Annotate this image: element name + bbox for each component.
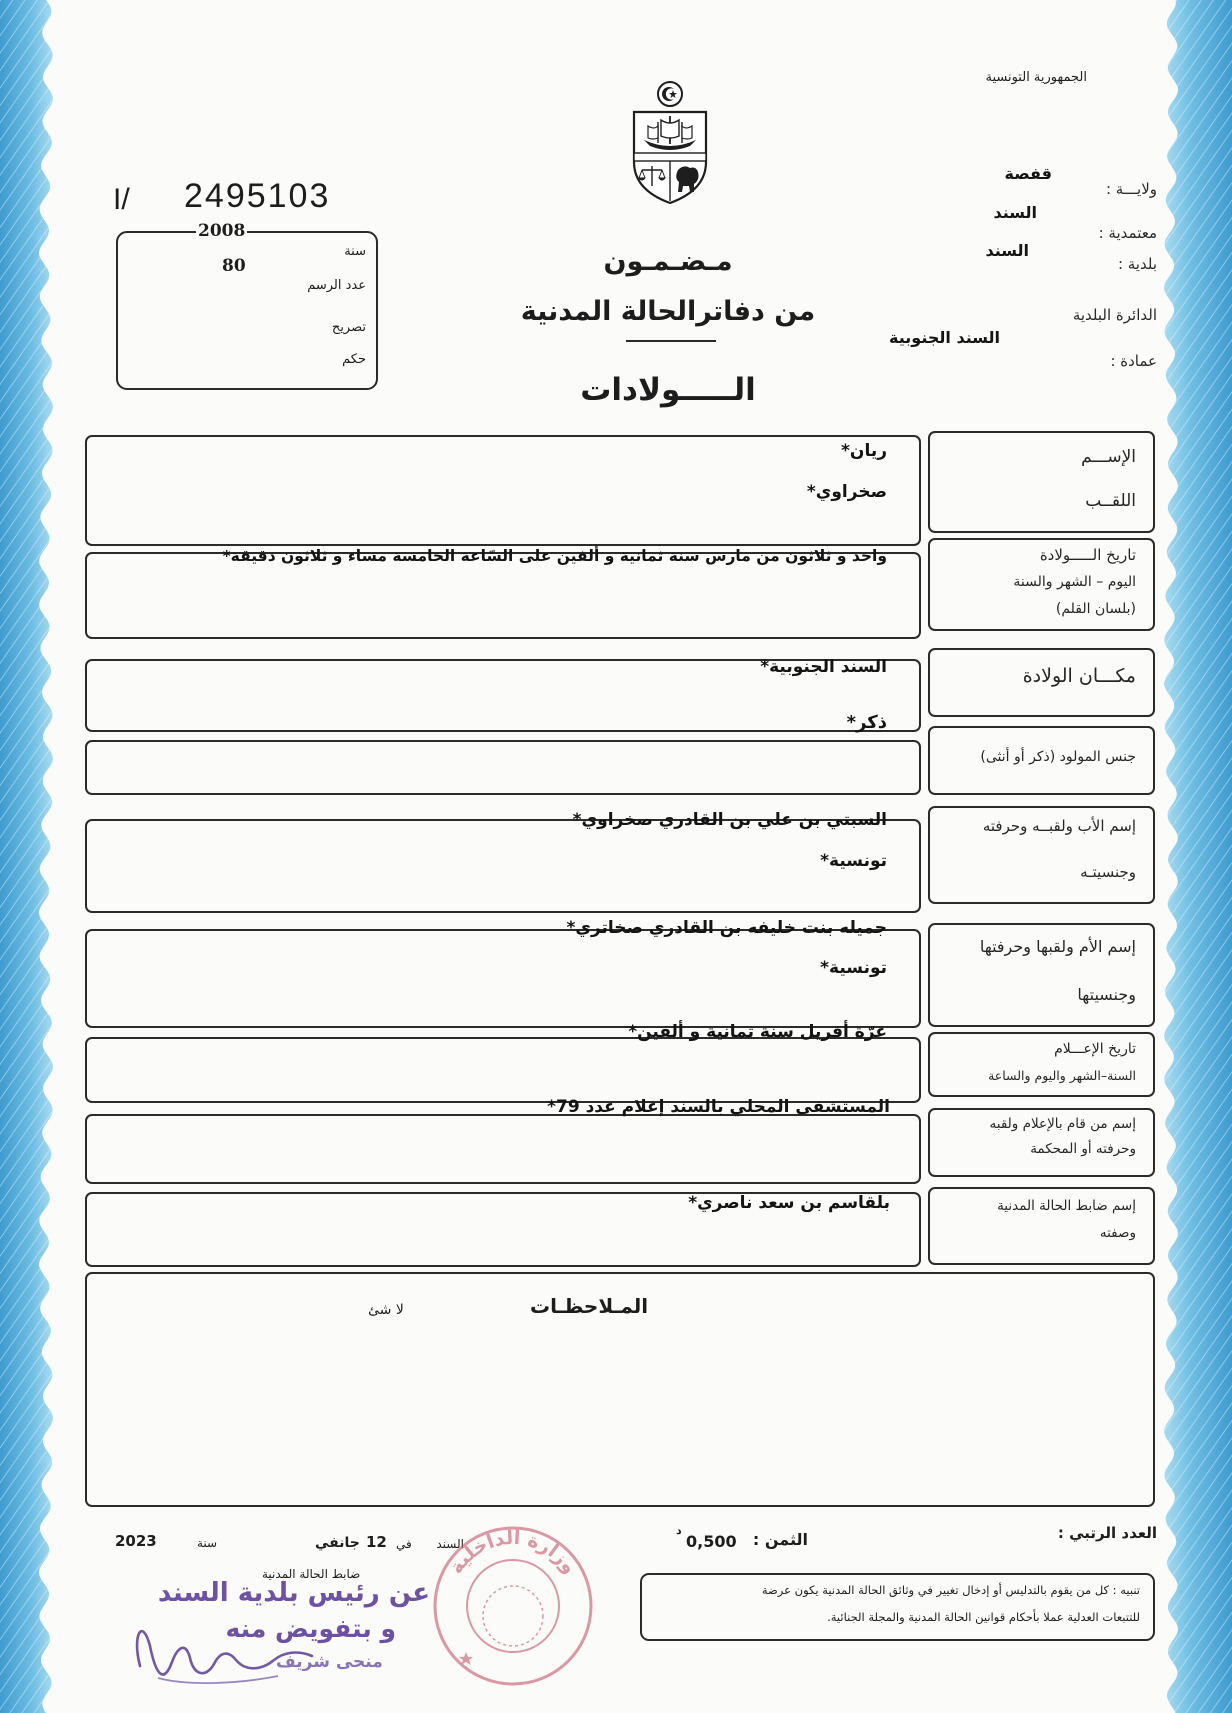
date-month: جانفي: [315, 1535, 360, 1551]
left-blue-border: [0, 0, 62, 1713]
value-mother: جميله بنت خليفه بن القادري صخاتري*: [566, 918, 887, 938]
title-extract: مـضـمـون: [603, 246, 733, 277]
label-birth-place: مكـــان الولادة: [1022, 665, 1136, 687]
imada-value: السند الجنوبية: [889, 328, 1000, 347]
officer-title: ضابط الحالة المدنية: [262, 1567, 361, 1581]
legal-notice-line2: للتتبعات العدلية عملا بأحكام قوانين الحالة المدنية والمجلة الجنائية.: [827, 1610, 1140, 1624]
date-place: السند: [436, 1537, 464, 1551]
serial-prefix: I/: [113, 183, 130, 216]
date-year: 2023: [115, 1532, 157, 1550]
legal-notice-line1: تنبيه : كل من يقوم بالتدليس أو إدخال تغيير في وثائق الحالة المدنية يكون عرضة: [761, 1583, 1140, 1597]
svg-text:وزارة الداخلية: [445, 1527, 581, 1578]
date-preposition: في: [396, 1537, 412, 1551]
ministry-round-stamp: [431, 1524, 595, 1688]
wilaya-label: ولايـــة :: [1105, 180, 1157, 198]
label-sex: جنس المولود (ذكر أو أنثى): [980, 749, 1136, 765]
label-declaration-date-sub: السنة–الشهر واليوم والساعة: [988, 1068, 1136, 1083]
tunisia-coat-of-arms-icon: [628, 80, 712, 206]
label-surname: اللقــب: [1085, 491, 1136, 511]
value-mother-nationality: تونسية*: [820, 958, 887, 978]
value-sex: ذكر*: [846, 712, 887, 733]
delegation-value: السند: [993, 203, 1037, 222]
municipality-value: السند: [985, 241, 1029, 260]
record-judgment-label: حكم: [342, 352, 366, 367]
delegation-label: معتمدية :: [1098, 224, 1157, 242]
value-box-sex: [85, 740, 921, 795]
right-blue-border: [1164, 0, 1232, 1713]
record-act-number-value: 80: [222, 256, 246, 276]
value-box-declarant: [85, 1114, 921, 1184]
label-declarant: إسم من قام بالإعلام ولقبه: [989, 1116, 1136, 1132]
value-surname: صخراوي*: [806, 482, 887, 502]
date-day: 12: [366, 1533, 387, 1551]
record-year-label: سنة: [344, 244, 366, 259]
municipal-district-label: الدائرة البلدية: [1072, 306, 1157, 324]
label-declaration-date: تاريخ الإعـــلام: [1054, 1041, 1136, 1057]
value-box-mother: [85, 929, 921, 1028]
serial-number: 2495103: [184, 177, 331, 215]
label-mother-nationality: وجنسيتها: [1077, 985, 1136, 1004]
delegation-stamp-line2: و بتفويض منه: [225, 1614, 396, 1643]
label-mother: إسم الأم ولقبها وحرفتها: [979, 937, 1136, 956]
record-act-number-label: عدد الرسم: [307, 278, 366, 293]
imada-label: عمادة :: [1110, 352, 1157, 370]
country-name: الجمهورية التونسية: [985, 70, 1087, 85]
label-birth-date-note: (بلسان القلم): [1055, 601, 1136, 617]
value-father-nationality: تونسية*: [820, 851, 887, 871]
value-birth-place: السند الجنوبية*: [760, 657, 887, 677]
value-box-name: [85, 435, 921, 546]
value-officer: بلقاسم بن سعد ناصري*: [688, 1193, 890, 1213]
value-box-father: [85, 819, 921, 913]
remarks-label: المـلاحظـات: [530, 1294, 649, 1318]
remarks-value: لا شئ: [368, 1302, 404, 1318]
value-father: السبتي بن علي بن القادري صخراوي*: [572, 810, 887, 830]
delegation-stamp-line1: عن رئيس بلدية السند: [157, 1578, 430, 1608]
value-first-name: ريان*: [841, 441, 887, 461]
label-officer: إسم ضابط الحالة المدنية: [997, 1198, 1136, 1214]
label-first-name: الإســـم: [1081, 447, 1136, 467]
record-declaration-label: تصريح: [331, 320, 366, 335]
label-father-nationality: وجنسيتـه: [1080, 863, 1136, 881]
delegation-stamp-name: منحى شريف: [276, 1652, 383, 1672]
label-birth-date-sub: اليوم – الشهر والسنة: [1013, 574, 1136, 590]
label-declarant-sub: وحرفته أو المحكمة: [1030, 1141, 1136, 1157]
price-value: 0,500: [686, 1532, 737, 1551]
label-officer-sub: وصفته: [1099, 1225, 1136, 1241]
value-declarant: المستشفى المحلي بالسند إعلام عدد 79*: [547, 1097, 890, 1117]
title-underline: [626, 340, 716, 342]
stamp-text: وزارة الداخلية: [445, 1526, 581, 1578]
municipality-label: بلدية :: [1117, 255, 1157, 273]
price-label: الثمن :: [752, 1530, 808, 1549]
title-registers: من دفاترالحالة المدنية: [520, 296, 816, 327]
wilaya-value: قفصة: [1004, 164, 1052, 183]
value-declaration-date: غرّة أفريل سنة ثمانية و ألفين*: [628, 1022, 887, 1042]
value-box-declaration-date: [85, 1037, 921, 1103]
record-year-value: 2008: [198, 221, 246, 241]
record-box: [116, 231, 378, 390]
label-birth-date: تاريخ الـــــولادة: [1039, 546, 1136, 564]
value-birth-date: واحد و ثلاثون من مارس سنة ثمانية و ألفين على السّاعة الخامسة مساء و ثلاثون دقيقة*: [222, 547, 887, 565]
date-year-label: سنة: [197, 1536, 218, 1550]
handwritten-signature: [128, 1606, 338, 1696]
label-father: إسم الأب ولقبــه وحرفته: [982, 817, 1136, 835]
serial-number-label: العدد الرتبي :: [1057, 1524, 1157, 1542]
title-births: الـــــولادات: [580, 372, 756, 408]
price-currency: د: [676, 1524, 682, 1537]
